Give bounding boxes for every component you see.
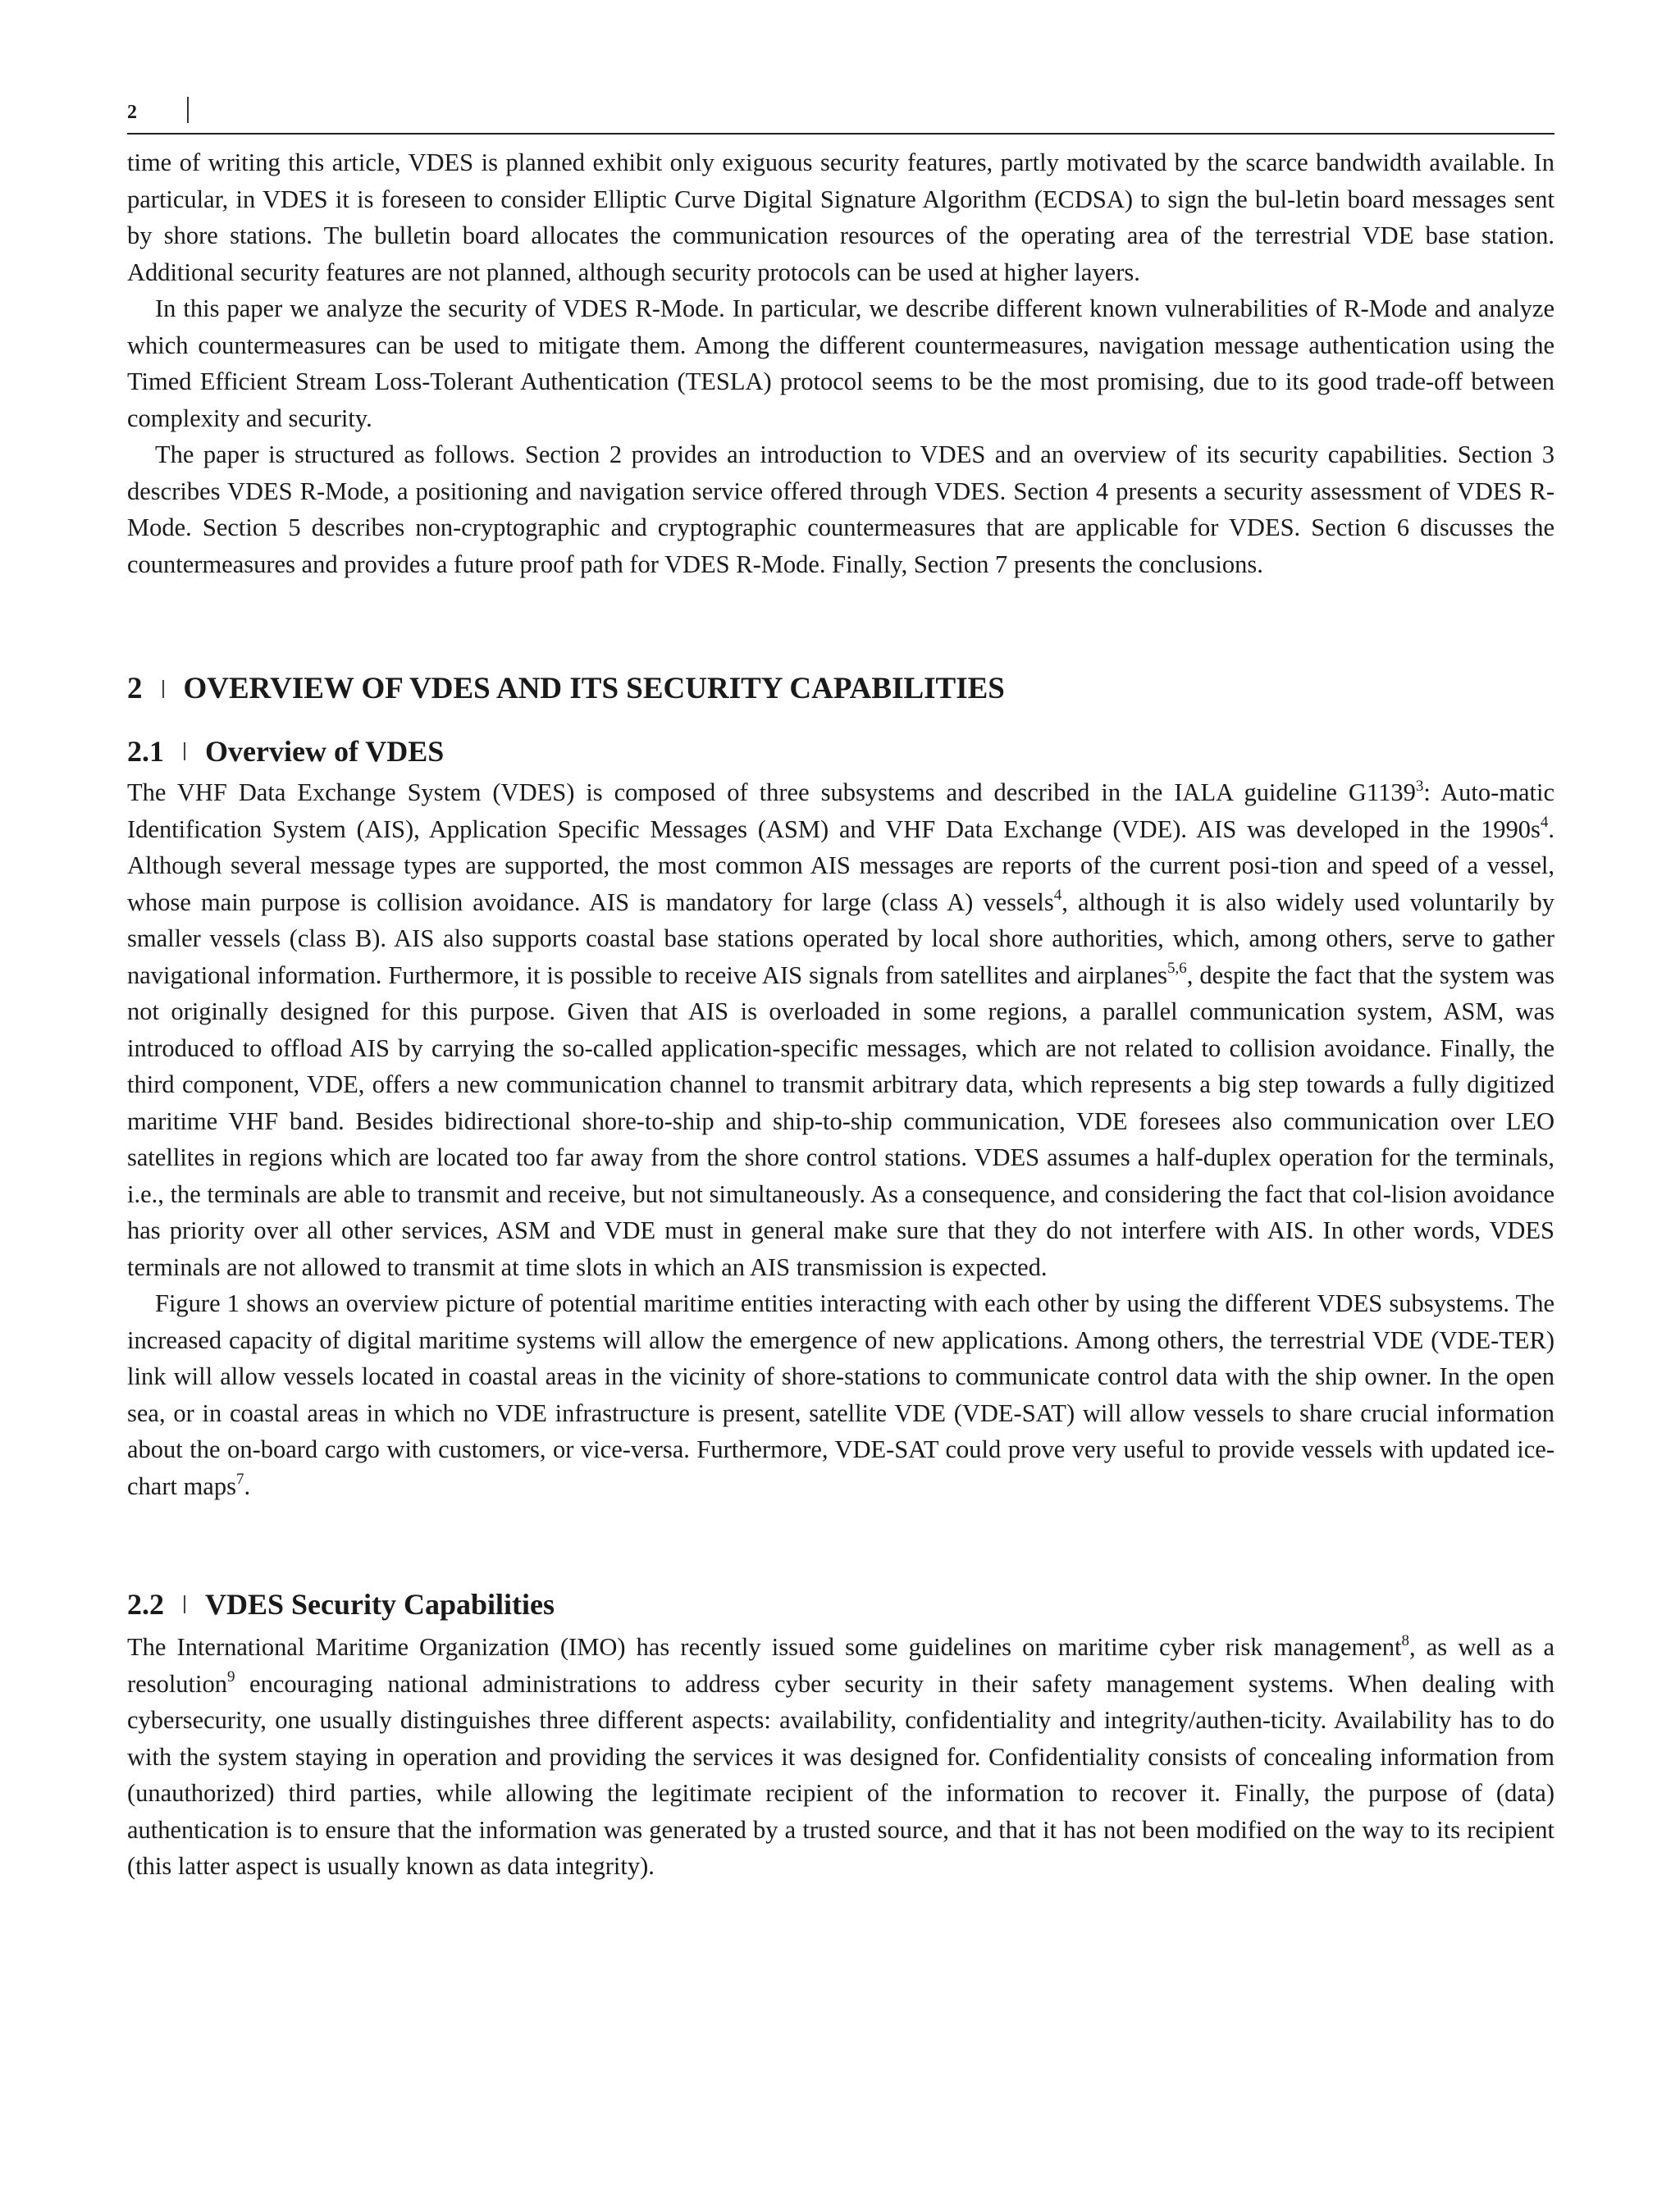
header-separator [187, 97, 189, 123]
text-run: , despite the fact that the system was not originally designed for this purpose. Given that AIS is overloaded in some regions, a parallel communication system, ASM, was introduced to offload AIS by carrying the so-called application-specific messages, which are not related to collision avoidance. Finally, the third component, VDE, offers a new communication channel to transmit arbitrary data, which represents a big step towards a fully digitized maritime VHF band. Besides bidirectional shore-to-ship and ship-to-ship communication, VDE foresees also communication over LEO satellites in regions which are located too far away from the shore control stations. VDES assumes a half-duplex operation for the terminals, i.e., the terminals are able to transmit and receive, but not simultaneously. As a consequence, and considering the fact that col-lision avoidance has priority over all other services, ASM and VDE must in general make sure that they do not interfere with AIS. In other words, VDES terminals are not allowed to transmit at time slots in which an AIS transmission is expected. [127, 960, 1554, 1281]
citation-ref: 3 [1415, 777, 1424, 795]
subsection-number: 2.2 [127, 1588, 164, 1621]
running-head [127, 90, 1554, 135]
heading-separator [184, 742, 185, 760]
text-run: encouraging national administrations to address cyber security in their safety management systems. When dealing with cybersecurity, one usually distinguishes three different aspects: availability, confidentiality and integrity/authen-ticity. Availability has to do with the system staying in operation and providing the services it was designed for. Confidentiality consists of concealing information from (unauthorized) third parties, while allowing the legitimate recipient of the information to recover it. Finally, the purpose of (data) authentication is to ensure that the information was generated by a trusted source, and that it has not been modified on the way to its recipient (this latter aspect is usually known as data integrity). [127, 1669, 1554, 1880]
text-run: : Auto-matic Identification System (AIS), Application Specific Messages (ASM) and VHF Data Exchange (VDE). AIS was developed in the 1990s [127, 778, 1554, 843]
text-run: The VHF Data Exchange System (VDES) is composed of three subsystems and described in the IALA guideline G1139 [127, 778, 1416, 806]
text-run: . [244, 1471, 251, 1500]
page-number: 2 [127, 102, 137, 123]
text-run: , although it is also widely used voluntarily by smaller vessels (class B). AIS also supports coastal base stations operated by local shore authorities, which, among others, serve to gather navigational information. Furthermore, it is possible to receive AIS signals from satellites and airplanes [127, 887, 1554, 989]
security-paragraph-1 [127, 1629, 1554, 1885]
citation-ref: 8 [1401, 1631, 1410, 1649]
text-run: , as well as a resolution [127, 1633, 1554, 1698]
heading-separator [184, 1595, 185, 1613]
intro-paragraph-1: time of writing this article, VDES is planned exhibit only exiguous security features, partly motivated by the scarce bandwidth available. In particular, in VDES it is foreseen to consider Elliptic Curve Digital Signature Algorithm (ECDSA) to sign the bul-letin board messages sent by shore stations. The bulletin board allocates the communication resources of the operating area of the terrestrial VDE base station. Additional security features are not planned, although security protocols can be used at higher layers. [127, 148, 1554, 286]
citation-ref: 7 [235, 1471, 244, 1489]
intro-paragraph-2: In this paper we analyze the security of VDES R-Mode. In particular, we describe different known vulnerabilities of R-Mode and analyze which countermeasures can be used to mitigate them. Among the different countermeasures, navigation message authentication using the Timed Efficient Stream Loss-Tolerant Authentication (TESLA) protocol seems to be the most promising, due to its good trade-off between complexity and security. [127, 294, 1554, 432]
section-heading-2 [127, 669, 1554, 709]
text-run: . Although several message types are supported, the most common AIS messages are reports of the current posi-tion and speed of a vessel, whose main purpose is collision avoidance. AIS is mandatory for large (class A) vessels [127, 814, 1554, 916]
intro-paragraph-3: The paper is structured as follows. Section 2 provides an introduction to VDES and an overview of its security capabilities. Section 3 describes VDES R-Mode, a positioning and navigation service offered through VDES. Section 4 presents a security assessment of VDES R-Mode. Section 5 describes non-cryptographic and cryptographic countermeasures that are applicable for VDES. Section 6 discusses the countermeasures and provides a future proof path for VDES R-Mode. Finally, Section 7 presents the conclusions. [127, 440, 1554, 578]
section-number: 2 [127, 672, 143, 705]
overview-paragraph-2 [127, 1285, 1554, 1504]
subsection-number: 2.1 [127, 735, 164, 768]
citation-ref: 4 [1540, 814, 1549, 832]
section-title: OVERVIEW OF VDES AND ITS SECURITY CAPABILITIES [183, 672, 1005, 705]
citation-ref: 4 [1053, 887, 1062, 905]
citation-ref: 5,6 [1167, 960, 1187, 978]
text-run: Figure 1 shows an overview picture of potential maritime entities interacting with each other by using the different VDES subsystems. The increased capacity of digital maritime systems will allow the emergence of new applications. Among others, the terrestrial VDE (VDE-TER) link will allow vessels located in coastal areas in the vicinity of shore-stations to communicate control data with the ship owner. In the open sea, or in coastal areas in which no VDE infrastructure is present, satellite VDE (VDE-SAT) will allow vessels to share crucial information about the on-board cargo with customers, or vice-versa. Furthermore, VDE-SAT could prove very useful to provide vessels with updated ice-chart maps [127, 1289, 1554, 1500]
subsection-heading-2-1 [127, 732, 1554, 771]
overview-paragraph-1 [127, 774, 1554, 1285]
citation-ref: 9 [227, 1668, 235, 1686]
heading-separator [162, 680, 164, 698]
subsection-title: VDES Security Capabilities [205, 1588, 555, 1621]
page [127, 90, 1554, 1885]
text-run: The International Maritime Organization (IMO) has recently issued some guidelines on maritime cyber risk management [127, 1633, 1402, 1661]
subsection-title: Overview of VDES [205, 735, 445, 768]
subsection-heading-2-2 [127, 1585, 1554, 1624]
